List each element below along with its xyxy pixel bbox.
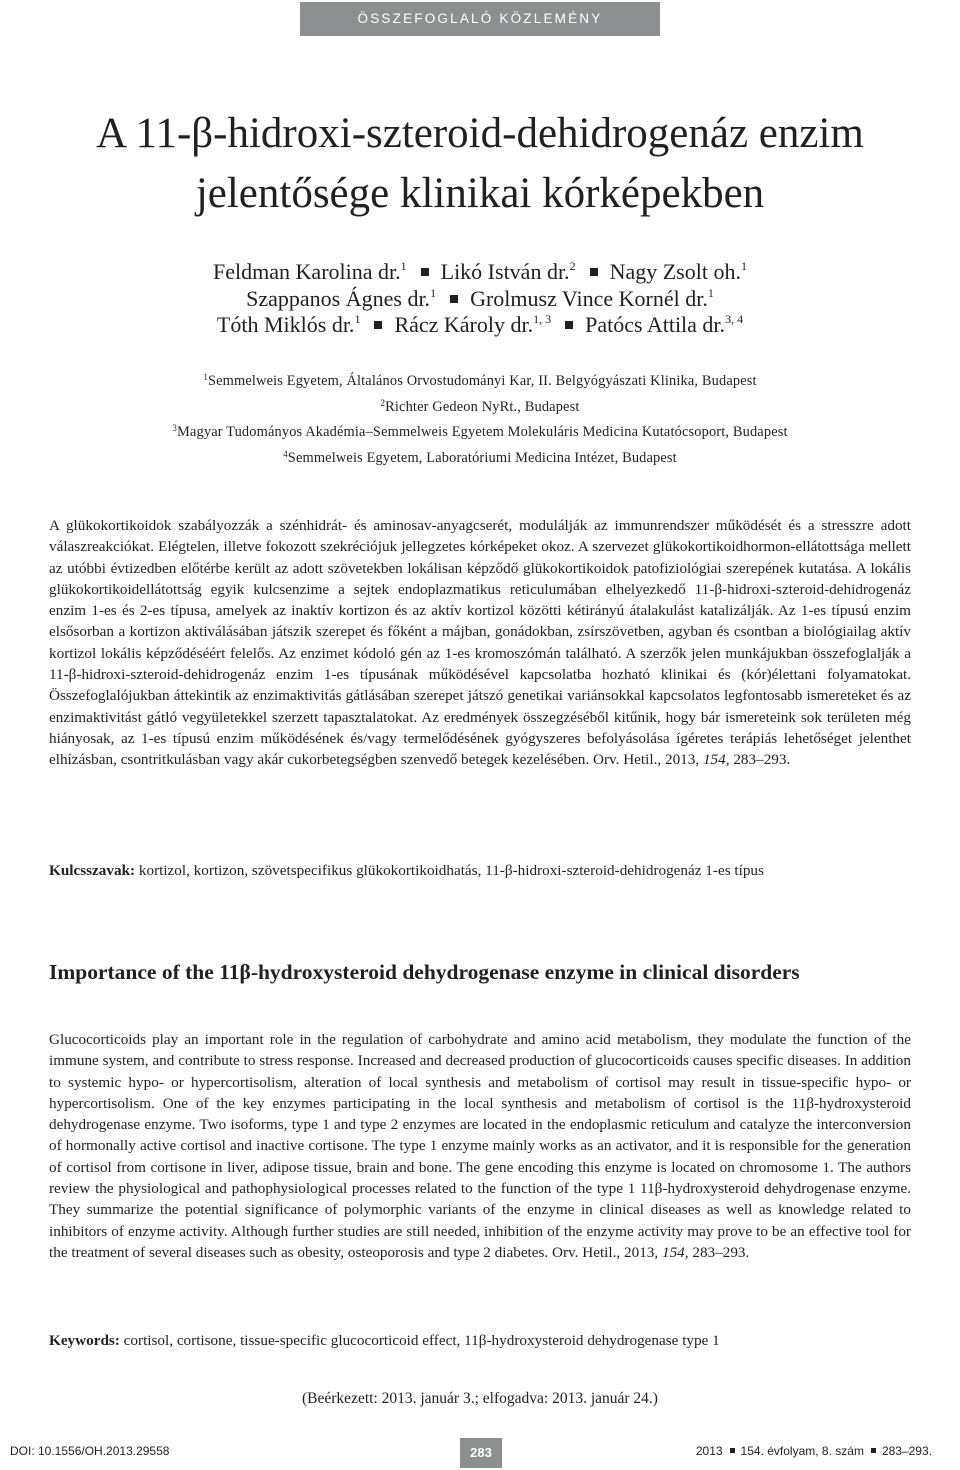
citation-volume: 154, <box>702 751 730 769</box>
page-footer <box>0 1438 960 1468</box>
footer-year: 2013 <box>695 1444 723 1458</box>
affiliation-text: Richter Gedeon NyRt., Budapest <box>385 398 580 415</box>
author-list <box>0 259 960 339</box>
author-affiliation-mark: 1, 3 <box>533 312 552 326</box>
author-affiliation-mark: 1 <box>707 285 714 300</box>
section-label: ÖSSZEFOGLALÓ KÖZLEMÉNY <box>300 2 660 36</box>
article-title: A 11-β-hidroxi-szteroid-dehidrogenáz enzim jelentősége klinikai kórképekben <box>96 110 864 217</box>
english-abstract <box>49 1029 911 1263</box>
author-affiliation-mark: 1 <box>400 259 407 273</box>
separator-square-icon <box>374 321 382 329</box>
keywords-text: kortizol, kortizon, szövetspecifikus glükokortikoidhatás, 11-β-hidroxi-szteroid-dehidrogenáz 1-es típus <box>135 862 764 879</box>
author-name: Szappanos Ágnes dr. <box>246 285 431 311</box>
keywords-text: cortisol, cortisone, tissue-specific glucocorticoid effect, 11β-hydroxysteroid dehydrogenase type 1 <box>119 1332 720 1349</box>
author-affiliation-mark: 1 <box>354 312 361 326</box>
hungarian-abstract <box>49 515 911 771</box>
author-name: Feldman Karolina dr. <box>213 259 401 284</box>
author-affiliation-mark: 1 <box>430 285 437 300</box>
affiliation-text: Magyar Tudományos Akadémia–Semmelweis Egyetem Molekuláris Medicina Kutatócsoport, Budapest <box>177 424 788 441</box>
citation-volume: 154, <box>661 1243 689 1261</box>
affiliation-number: 2 <box>380 397 386 408</box>
author-name: Likó István dr. <box>440 259 570 284</box>
keywords-label: Kulcsszavak: <box>49 862 136 879</box>
affiliation-number: 4 <box>283 449 288 460</box>
separator-square-icon <box>450 295 458 303</box>
page-number: 283 <box>460 1438 502 1468</box>
separator-square-icon <box>590 268 598 276</box>
journal-issue-info <box>696 1444 932 1458</box>
affiliation-text: Semmelweis Egyetem, Laboratóriumi Medicina Intézet, Budapest <box>287 450 677 467</box>
author-line <box>0 312 960 339</box>
affiliation <box>0 446 960 472</box>
hungarian-keywords <box>49 860 911 882</box>
citation-pages: 283–293. <box>729 751 791 769</box>
author-name: Tóth Miklós dr. <box>216 312 355 337</box>
affiliation <box>0 395 960 421</box>
separator-square-icon <box>421 268 429 276</box>
author-affiliation-mark: 3, 4 <box>725 312 744 326</box>
author-name: Patócs Attila dr. <box>585 312 726 337</box>
affiliation-text: Semmelweis Egyetem, Általános Orvostudományi Kar, II. Belgyógyászati Klinika, Budapest <box>207 373 757 389</box>
affiliation <box>0 369 960 395</box>
separator-square-icon <box>730 1448 735 1453</box>
affiliation-list <box>0 369 960 472</box>
doi-link[interactable]: DOI: 10.1556/OH.2013.29558 <box>10 1444 170 1458</box>
author-name: Nagy Zsolt oh. <box>609 259 741 284</box>
author-name: Rácz Károly dr. <box>394 312 534 337</box>
received-dates: (Beérkezett: 2013. január 3.; elfogadva: 2013. január 24.) <box>302 1390 658 1407</box>
english-abstract-text: Glucocorticoids play an important role in the regulation of carbohydrate and amino acid metabolism, they modulate the function of the immune system, and contribute to stress response. Increased and decreased production of glucocorticoids causes specific diseases. In addition to systemic hypo- or hypercortisolism, alteration of local synthesis and metabolism of cortisol may result in tissue-specific hypo- or hypercortisolism. One of the key enzymes participating in the local synthesis and metabolism of cortisol is the 11β-hydroxysteroid dehydrogenase enzyme. Two isoforms, type 1 and type 2 enzymes are located in the endoplasmic reticulum and catalyze the interconversion of hormonally active cortisol and inactive cortisone. The type 1 enzyme mainly works as an activator, and it is responsible for the generation of cortisol from cortisone in liver, adipose tissue, brain and bone. The gene encoding this enzyme is located on chromosome 1. The authors review the physiological and pathophysiological processes related to the function of the type 1 11β-hydroxysteroid dehydrogenase enzyme. They summarize the potential significance of polymorphic variants of the enzyme in clinical diseases as well as knowledge related to inhibitors of enzyme activity. Although further studies are still needed, inhibition of the enzyme activity may prove to be an effective tool for the treatment of several diseases such as obesity, osteoporosis and type 2 diabetes. Orv. Hetil., 2013, <box>49 1031 911 1261</box>
author-line <box>0 259 960 286</box>
author-affiliation-mark: 1 <box>740 259 747 273</box>
affiliation-number: 1 <box>203 372 208 382</box>
footer-pages: 283–293. <box>881 1444 932 1458</box>
author-name: Grolmusz Vince Kornél dr. <box>470 285 708 311</box>
footer-volume-issue: 154. évfolyam, 8. szám <box>740 1444 864 1458</box>
hungarian-abstract-text: A glükokortikoidok szabályozzák a szénhidrát- és aminosav-anyagcserét, modulálják az immunrendszer működését és a stresszre adott válaszreakciókat. Elégtelen, illetve fokozott szekréciójuk jellegzetes kórképeket okoz. A szervezet glükokortikoidhormon-ellátottsága mellett az utóbbi évtizedben előtérbe került az adott szövetekben lokálisan képződő glükokortikoidok patofiziológiai szerepének kutatása. A lokális glükokortikoidellátottság egyik kulcsenzime a sejtek endoplazmatikus reticulumában elhelyezkedő 11-β-hidroxi-szteroid-dehidrogenáz enzim 1-es és 2-es típusa, amelyek az inaktív kortizon és az aktív kortizol közötti kétirányú átalakulást katalizálják. Az 1-es típusú enzim elsősorban a kortizon aktiválásában játszik szerepet és főként a májban, gonádokban, zsírszövetben, agyban és csontban a biológiailag aktív kortizol lokális képződéséért felelős. Az enzimet kódoló gén az 1-es kromoszómán található. A szerzők jelen munkájukban összefoglalják a 11-β-hidroxi-szteroid-dehidrogenáz enzim 1-es típusának működésével kapcsolatba hozható klinikai és (kór)élettani folyamatokat. Összefoglalójukban áttekintik az enzimaktivitás gátlásában szerepet játszó genetikai variánsokkal kapcsolatos legfontosabb ismereteket és az enzimaktivitást gátló vegyületekkel szerzett tapasztalatokat. Az eredmények összegzéséből kitűnik, hogy bár ismereteink sok területen még hiányosak, az 1-es típusú enzim működésének és/vagy termelődésének gyógyszeres befolyásolása ígéretes terápiás lehetőséget jelenthet elhízásban, csontritkulásban vagy akár cukorbetegségben szenvedő betegek kezelésében. Orv. Hetil., 2013, <box>49 517 911 769</box>
author-affiliation-mark: 2 <box>569 259 576 273</box>
affiliation-number: 3 <box>172 423 178 434</box>
affiliation <box>0 420 960 446</box>
separator-square-icon <box>565 321 573 329</box>
citation-pages: 283–293. <box>688 1243 750 1261</box>
english-keywords <box>49 1330 911 1352</box>
english-title: Importance of the 11β-hydroxysteroid dehydrogenase enzyme in clinical disorders <box>49 960 800 984</box>
author-line <box>0 286 960 313</box>
separator-square-icon <box>871 1448 876 1453</box>
keywords-label: Keywords: <box>49 1332 120 1349</box>
